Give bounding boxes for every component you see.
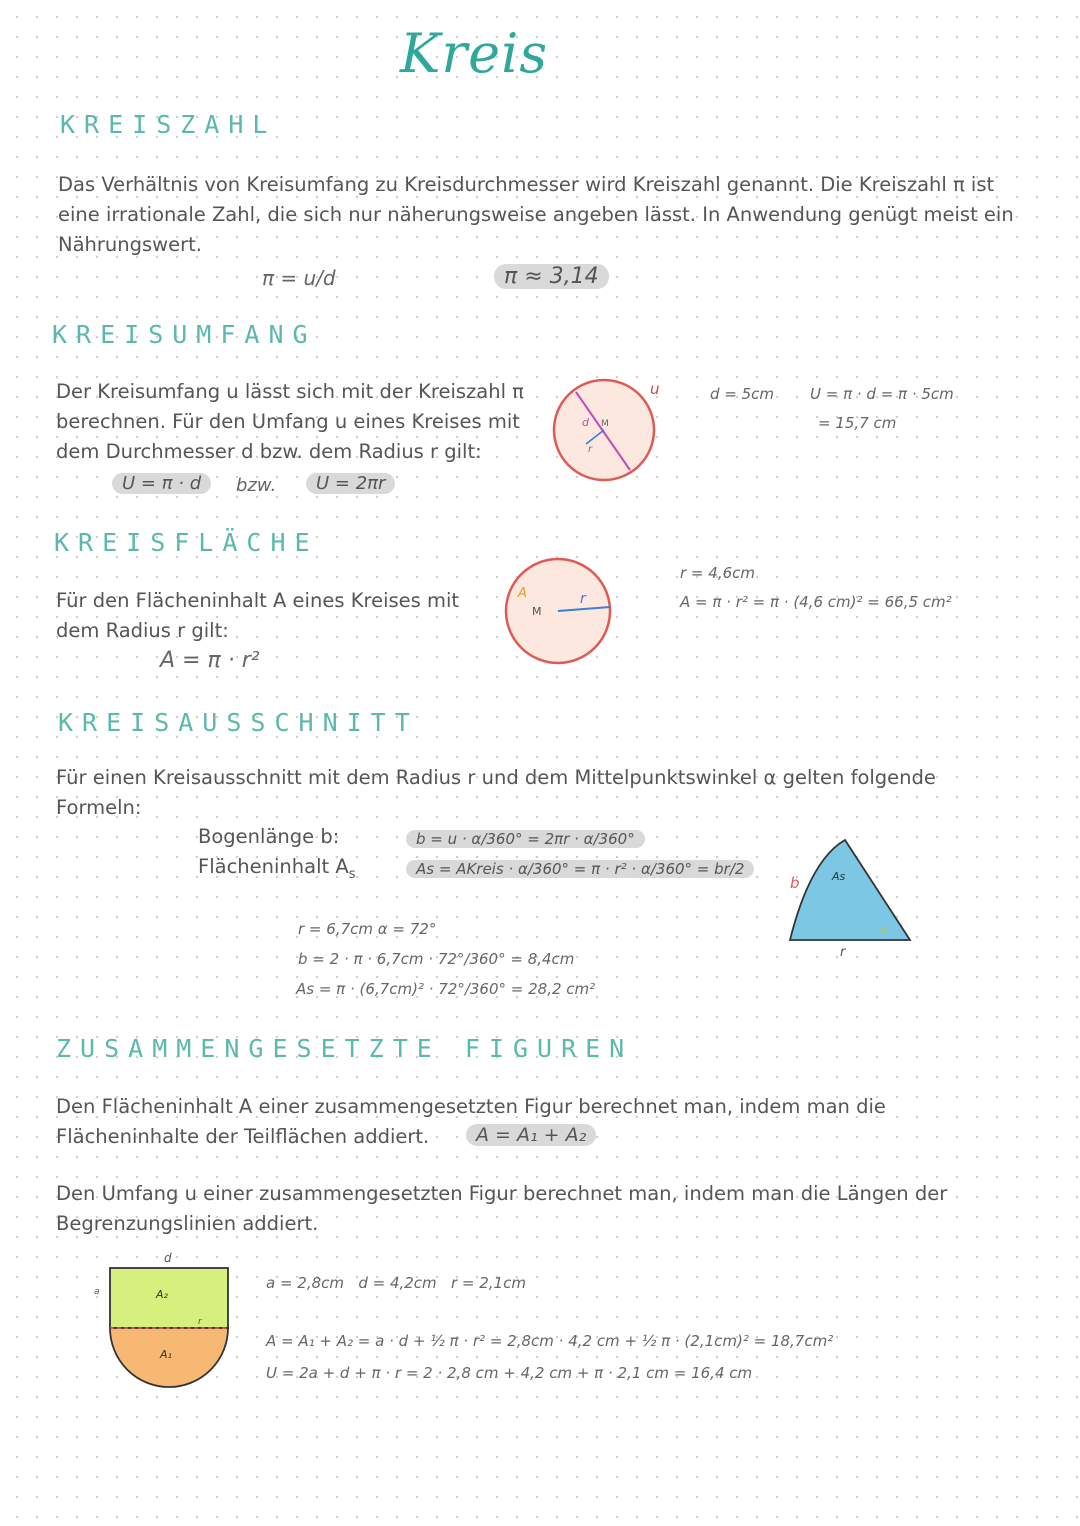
kreisumfang-bzw: bzw. xyxy=(236,475,277,496)
rectangle-part xyxy=(110,1268,228,1328)
area-label: A xyxy=(518,586,527,601)
formula-flaeche-as: As = AKreis · α/360° = π · r² · α/360° = br/2 xyxy=(406,860,754,878)
side-a-label: a xyxy=(94,1287,100,1297)
kreisflaeche-circle-figure xyxy=(502,555,614,667)
kreisumfang-circle-figure xyxy=(548,374,660,486)
heading-zusammengesetzte-figuren: ZUSAMMENGESETZTE FIGUREN xyxy=(56,1034,634,1063)
radius-label: r xyxy=(840,945,846,960)
as-label-text: Flächeninhalt A xyxy=(198,855,349,878)
zusammengesetzt-text-umfang: Den Umfang u einer zusammengesetzten Figur berechnet man, indem man die Längen der Begrenzungslinien addiert. xyxy=(56,1182,948,1235)
kreisumfang-formula-r: U = 2πr xyxy=(306,473,395,494)
kreisausschnitt-text: Für einen Kreisausschnitt mit dem Radius r und dem Mittelpunktswinkel α gelten folgende Formeln: xyxy=(56,766,936,819)
kreiszahl-text: Das Verhältnis von Kreisumfang zu Kreisdurchmesser wird Kreiszahl genannt. Die Kreiszahl π ist eine irrationale Zahl, die sich nur näherungsweise angeben lässt. In Anwendung genügt meist ein Nährungswert. xyxy=(58,173,1014,256)
kreiszahl-approx: π ≈ 3,14 xyxy=(494,264,609,289)
umfang-example-d: d = 5cm xyxy=(710,385,775,403)
as-label-sub: s xyxy=(348,866,356,882)
heading-kreiszahl: KREISZAHL xyxy=(60,110,277,139)
composite-example-umfang: U = 2a + d + π · r = 2 · 2,8 cm + 4,2 cm + π · 2,1 cm = 16,4 cm xyxy=(266,1364,753,1382)
arc-label: b xyxy=(790,874,800,892)
page-title: Kreis xyxy=(400,22,549,85)
angle-label: α xyxy=(880,923,888,937)
diameter-label: d xyxy=(582,416,589,429)
kreisflaeche-text: Für den Flächeninhalt A eines Kreises mit dem Radius r gilt: xyxy=(56,589,460,642)
kreisumfang-text: Der Kreisumfang u lässt sich mit der Kreiszahl π berechnen. Für den Umfang u eines Kreises mit dem Durchmesser d bzw. dem Radius r gilt: xyxy=(56,380,524,463)
kreisumfang-formula-d: U = π · d xyxy=(112,473,211,494)
radius-label: r xyxy=(580,591,586,607)
sector-shape xyxy=(790,840,910,940)
flaeche-example-a: A = π · r² = π · (4,6 cm)² = 66,5 cm² xyxy=(680,593,952,611)
kreiszahl-formula: π = u/d xyxy=(262,266,336,290)
zusammengesetzt-text-flaeche: Den Flächeninhalt A einer zusammengesetzten Figur berechnet man, indem man die Flächeninhalte der Teilflächen addiert. xyxy=(56,1095,886,1148)
zusammengesetzt-formula: A = A₁ + A₂ xyxy=(466,1124,596,1146)
sector-example-3: As = π · (6,7cm)² · 72°/360° = 28,2 cm² xyxy=(296,980,596,998)
rect-area-label: A₂ xyxy=(156,1288,168,1301)
composite-example-values: a = 2,8cm d = 4,2cm r = 2,1cm xyxy=(266,1274,526,1292)
flaeche-example-r: r = 4,6cm xyxy=(680,564,755,582)
heading-kreisflaeche: KREISFLÄCHE xyxy=(54,528,319,557)
bogenlaenge-label: Bogenlänge b: xyxy=(198,825,340,848)
umfang-example-u2: = 15,7 cm xyxy=(818,414,897,432)
center-label: M xyxy=(601,419,609,429)
sector-figure xyxy=(780,830,920,960)
umfang-example-u1: U = π · d = π · 5cm xyxy=(810,385,954,403)
center-label: M xyxy=(532,605,542,618)
composite-example-area: A = A₁ + A₂ = a · d + ½ π · r² = 2,8cm · 4,2 cm + ½ π · (2,1cm)² = 18,7cm² xyxy=(266,1332,834,1350)
kreisflaeche-formula: A = π · r² xyxy=(160,648,260,673)
sector-area-label: As xyxy=(832,870,846,883)
heading-kreisumfang: KREISUMFANG xyxy=(52,320,317,349)
radius-label: r xyxy=(198,1317,202,1327)
formula-bogenlaenge: b = u · α/360° = 2πr · α/360° xyxy=(406,830,645,848)
umfang-label-u: u xyxy=(650,380,660,398)
half-circle-area-label: A₁ xyxy=(160,1348,172,1361)
radius-label: r xyxy=(588,444,593,455)
heading-kreisausschnitt: KREISAUSSCHNITT xyxy=(58,708,419,737)
composite-figure xyxy=(90,1248,250,1398)
sector-example-1: r = 6,7cm α = 72° xyxy=(298,920,437,938)
flaecheninhalt-as-label xyxy=(198,852,356,890)
sector-example-2: b = 2 · π · 6,7cm · 72°/360° = 8,4cm xyxy=(298,950,575,968)
diameter-label: d xyxy=(164,1251,172,1265)
